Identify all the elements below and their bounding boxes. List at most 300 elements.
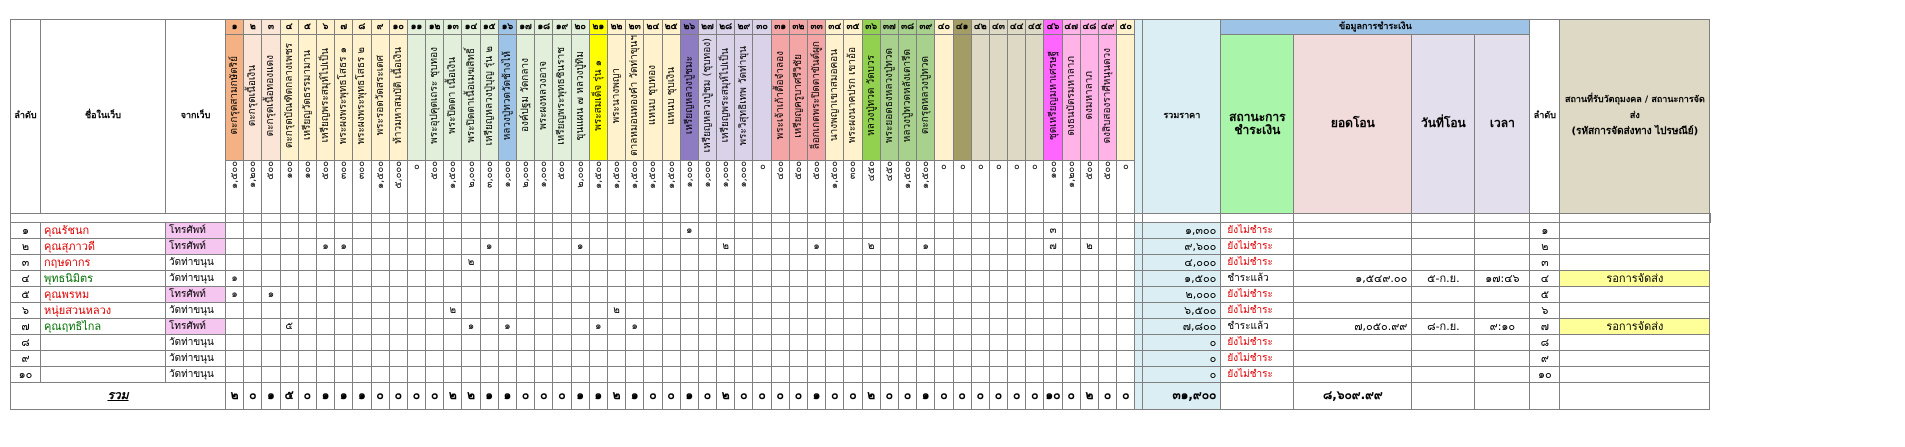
quantity-cell[interactable] — [753, 366, 771, 382]
quantity-cell[interactable] — [298, 286, 316, 302]
quantity-cell[interactable] — [426, 238, 444, 254]
quantity-cell[interactable] — [1080, 318, 1098, 334]
quantity-cell[interactable] — [517, 254, 535, 270]
quantity-cell[interactable] — [898, 334, 916, 350]
quantity-cell[interactable] — [971, 350, 989, 366]
quantity-cell[interactable] — [498, 334, 516, 350]
quantity-cell[interactable] — [862, 334, 880, 350]
quantity-cell[interactable] — [517, 366, 535, 382]
quantity-cell[interactable] — [517, 270, 535, 286]
quantity-cell[interactable] — [898, 238, 916, 254]
quantity-cell[interactable] — [316, 270, 334, 286]
quantity-cell[interactable] — [735, 302, 753, 318]
quantity-cell[interactable] — [262, 254, 280, 270]
quantity-cell[interactable] — [844, 270, 862, 286]
quantity-cell[interactable] — [498, 222, 516, 238]
quantity-cell[interactable] — [717, 334, 735, 350]
quantity-cell[interactable] — [826, 270, 844, 286]
quantity-cell[interactable] — [1080, 286, 1098, 302]
quantity-cell[interactable] — [917, 366, 935, 382]
quantity-cell[interactable] — [1099, 334, 1117, 350]
quantity-cell[interactable] — [953, 286, 971, 302]
quantity-cell[interactable] — [517, 222, 535, 238]
quantity-cell[interactable] — [717, 254, 735, 270]
quantity-cell[interactable] — [1008, 286, 1026, 302]
quantity-cell[interactable] — [462, 238, 480, 254]
transfer-amount[interactable] — [1294, 302, 1412, 318]
quantity-cell[interactable] — [517, 286, 535, 302]
quantity-cell[interactable] — [844, 302, 862, 318]
quantity-cell[interactable] — [626, 366, 644, 382]
quantity-cell[interactable] — [407, 302, 425, 318]
quantity-cell[interactable] — [262, 270, 280, 286]
quantity-cell[interactable] — [335, 350, 353, 366]
quantity-cell[interactable] — [498, 350, 516, 366]
quantity-cell[interactable] — [971, 222, 989, 238]
quantity-cell[interactable] — [371, 254, 389, 270]
quantity-cell[interactable] — [1117, 302, 1135, 318]
quantity-cell[interactable] — [262, 350, 280, 366]
quantity-cell[interactable] — [335, 270, 353, 286]
transfer-time[interactable] — [1475, 286, 1530, 302]
quantity-cell[interactable] — [571, 222, 589, 238]
quantity-cell[interactable]: ๒ — [717, 238, 735, 254]
quantity-cell[interactable] — [898, 254, 916, 270]
quantity-cell[interactable] — [898, 286, 916, 302]
quantity-cell[interactable] — [553, 238, 571, 254]
quantity-cell[interactable] — [626, 254, 644, 270]
quantity-cell[interactable] — [389, 334, 407, 350]
quantity-cell[interactable] — [935, 238, 953, 254]
quantity-cell[interactable] — [1026, 286, 1044, 302]
quantity-cell[interactable] — [771, 366, 789, 382]
payment-status[interactable]: ยังไม่ชำระ — [1221, 366, 1294, 382]
quantity-cell[interactable] — [589, 238, 607, 254]
quantity-cell[interactable] — [735, 334, 753, 350]
quantity-cell[interactable] — [1044, 318, 1062, 334]
transfer-time[interactable] — [1475, 334, 1530, 350]
quantity-cell[interactable] — [789, 350, 807, 366]
quantity-cell[interactable] — [589, 366, 607, 382]
quantity-cell[interactable] — [735, 286, 753, 302]
quantity-cell[interactable] — [480, 350, 498, 366]
quantity-cell[interactable]: ๒ — [1080, 238, 1098, 254]
quantity-cell[interactable] — [862, 222, 880, 238]
quantity-cell[interactable] — [262, 238, 280, 254]
quantity-cell[interactable] — [553, 318, 571, 334]
transfer-amount[interactable] — [1294, 334, 1412, 350]
quantity-cell[interactable] — [1080, 366, 1098, 382]
quantity-cell[interactable] — [626, 302, 644, 318]
quantity-cell[interactable] — [844, 222, 862, 238]
quantity-cell[interactable] — [644, 222, 662, 238]
quantity-cell[interactable] — [607, 254, 625, 270]
transfer-date[interactable] — [1412, 286, 1475, 302]
quantity-cell[interactable] — [753, 254, 771, 270]
quantity-cell[interactable] — [498, 302, 516, 318]
quantity-cell[interactable] — [407, 318, 425, 334]
delivery-status[interactable]: รอการจัดส่ง — [1560, 270, 1710, 286]
quantity-cell[interactable] — [571, 350, 589, 366]
quantity-cell[interactable] — [389, 270, 407, 286]
quantity-cell[interactable] — [771, 350, 789, 366]
quantity-cell[interactable] — [498, 270, 516, 286]
quantity-cell[interactable] — [698, 302, 716, 318]
quantity-cell[interactable] — [971, 366, 989, 382]
quantity-cell[interactable] — [808, 350, 826, 366]
transfer-amount[interactable] — [1294, 238, 1412, 254]
quantity-cell[interactable] — [589, 350, 607, 366]
quantity-cell[interactable] — [935, 286, 953, 302]
quantity-cell[interactable] — [662, 350, 680, 366]
quantity-cell[interactable] — [935, 350, 953, 366]
quantity-cell[interactable] — [971, 238, 989, 254]
quantity-cell[interactable] — [789, 270, 807, 286]
quantity-cell[interactable] — [717, 270, 735, 286]
quantity-cell[interactable] — [517, 238, 535, 254]
quantity-cell[interactable] — [1026, 254, 1044, 270]
quantity-cell[interactable] — [698, 270, 716, 286]
transfer-date[interactable] — [1412, 254, 1475, 270]
quantity-cell[interactable] — [1008, 350, 1026, 366]
quantity-cell[interactable] — [862, 254, 880, 270]
quantity-cell[interactable] — [717, 302, 735, 318]
quantity-cell[interactable] — [880, 350, 898, 366]
transfer-date[interactable]: ๕-ก.ย. — [1412, 270, 1475, 286]
quantity-cell[interactable] — [935, 302, 953, 318]
quantity-cell[interactable] — [1044, 286, 1062, 302]
quantity-cell[interactable] — [826, 302, 844, 318]
quantity-cell[interactable] — [662, 286, 680, 302]
quantity-cell[interactable] — [644, 318, 662, 334]
quantity-cell[interactable] — [244, 286, 262, 302]
quantity-cell[interactable] — [626, 222, 644, 238]
quantity-cell[interactable] — [280, 350, 298, 366]
quantity-cell[interactable]: ๑ — [335, 238, 353, 254]
quantity-cell[interactable] — [1117, 222, 1135, 238]
quantity-cell[interactable]: ๑ — [626, 318, 644, 334]
transfer-date[interactable]: ๘-ก.ย. — [1412, 318, 1475, 334]
transfer-time[interactable] — [1475, 302, 1530, 318]
quantity-cell[interactable] — [426, 302, 444, 318]
quantity-cell[interactable] — [989, 366, 1007, 382]
quantity-cell[interactable] — [444, 254, 462, 270]
quantity-cell[interactable]: ๑ — [498, 318, 516, 334]
quantity-cell[interactable] — [407, 286, 425, 302]
delivery-status[interactable] — [1560, 350, 1710, 366]
quantity-cell[interactable] — [898, 270, 916, 286]
quantity-cell[interactable] — [1062, 318, 1080, 334]
quantity-cell[interactable] — [316, 350, 334, 366]
quantity-cell[interactable] — [953, 334, 971, 350]
quantity-cell[interactable] — [571, 254, 589, 270]
quantity-cell[interactable] — [753, 286, 771, 302]
transfer-time[interactable]: ๑๗:๔๖ — [1475, 270, 1530, 286]
transfer-time[interactable] — [1475, 238, 1530, 254]
quantity-cell[interactable] — [698, 238, 716, 254]
quantity-cell[interactable] — [589, 222, 607, 238]
quantity-cell[interactable] — [771, 238, 789, 254]
delivery-status[interactable] — [1560, 302, 1710, 318]
quantity-cell[interactable] — [735, 318, 753, 334]
quantity-cell[interactable] — [244, 366, 262, 382]
quantity-cell[interactable] — [353, 286, 371, 302]
quantity-cell[interactable] — [644, 286, 662, 302]
quantity-cell[interactable] — [898, 318, 916, 334]
quantity-cell[interactable] — [644, 238, 662, 254]
quantity-cell[interactable] — [1008, 254, 1026, 270]
quantity-cell[interactable] — [571, 302, 589, 318]
transfer-amount[interactable] — [1294, 254, 1412, 270]
quantity-cell[interactable] — [407, 334, 425, 350]
quantity-cell[interactable] — [280, 270, 298, 286]
quantity-cell[interactable] — [335, 318, 353, 334]
quantity-cell[interactable]: ๑ — [571, 238, 589, 254]
quantity-cell[interactable] — [808, 366, 826, 382]
quantity-cell[interactable] — [735, 238, 753, 254]
quantity-cell[interactable] — [789, 238, 807, 254]
quantity-cell[interactable] — [480, 270, 498, 286]
quantity-cell[interactable] — [353, 270, 371, 286]
quantity-cell[interactable] — [644, 270, 662, 286]
quantity-cell[interactable] — [662, 254, 680, 270]
quantity-cell[interactable] — [280, 238, 298, 254]
quantity-cell[interactable] — [953, 302, 971, 318]
delivery-status[interactable] — [1560, 238, 1710, 254]
quantity-cell[interactable]: ๑ — [262, 286, 280, 302]
payment-status[interactable]: ยังไม่ชำระ — [1221, 238, 1294, 254]
quantity-cell[interactable] — [1099, 286, 1117, 302]
transfer-date[interactable] — [1412, 222, 1475, 238]
transfer-time[interactable]: ๙:๑๐ — [1475, 318, 1530, 334]
quantity-cell[interactable] — [735, 254, 753, 270]
quantity-cell[interactable] — [971, 318, 989, 334]
quantity-cell[interactable] — [353, 238, 371, 254]
quantity-cell[interactable] — [462, 334, 480, 350]
quantity-cell[interactable] — [1080, 334, 1098, 350]
quantity-cell[interactable] — [1117, 254, 1135, 270]
quantity-cell[interactable] — [880, 270, 898, 286]
transfer-amount[interactable]: ๗,๐๕๐.๙๙ — [1294, 318, 1412, 334]
quantity-cell[interactable] — [789, 302, 807, 318]
quantity-cell[interactable] — [626, 238, 644, 254]
quantity-cell[interactable] — [826, 350, 844, 366]
transfer-date[interactable] — [1412, 302, 1475, 318]
payment-status[interactable]: ยังไม่ชำระ — [1221, 302, 1294, 318]
quantity-cell[interactable] — [426, 222, 444, 238]
quantity-cell[interactable] — [407, 366, 425, 382]
quantity-cell[interactable] — [989, 254, 1007, 270]
quantity-cell[interactable] — [644, 366, 662, 382]
quantity-cell[interactable] — [1008, 318, 1026, 334]
quantity-cell[interactable] — [553, 286, 571, 302]
quantity-cell[interactable] — [589, 254, 607, 270]
quantity-cell[interactable] — [917, 286, 935, 302]
quantity-cell[interactable] — [1062, 334, 1080, 350]
quantity-cell[interactable] — [1080, 254, 1098, 270]
quantity-cell[interactable] — [698, 222, 716, 238]
quantity-cell[interactable] — [989, 302, 1007, 318]
quantity-cell[interactable] — [335, 302, 353, 318]
quantity-cell[interactable] — [680, 318, 698, 334]
quantity-cell[interactable] — [917, 254, 935, 270]
quantity-cell[interactable] — [880, 222, 898, 238]
quantity-cell[interactable] — [935, 366, 953, 382]
quantity-cell[interactable] — [517, 302, 535, 318]
quantity-cell[interactable] — [1099, 366, 1117, 382]
quantity-cell[interactable] — [808, 334, 826, 350]
quantity-cell[interactable] — [389, 366, 407, 382]
quantity-cell[interactable] — [917, 334, 935, 350]
quantity-cell[interactable] — [480, 222, 498, 238]
quantity-cell[interactable] — [426, 350, 444, 366]
quantity-cell[interactable] — [571, 318, 589, 334]
quantity-cell[interactable] — [298, 270, 316, 286]
quantity-cell[interactable] — [989, 286, 1007, 302]
quantity-cell[interactable] — [789, 366, 807, 382]
quantity-cell[interactable] — [371, 222, 389, 238]
quantity-cell[interactable] — [1099, 318, 1117, 334]
quantity-cell[interactable] — [880, 238, 898, 254]
quantity-cell[interactable] — [444, 286, 462, 302]
quantity-cell[interactable] — [298, 238, 316, 254]
quantity-cell[interactable] — [498, 366, 516, 382]
quantity-cell[interactable] — [989, 318, 1007, 334]
quantity-cell[interactable] — [1117, 286, 1135, 302]
quantity-cell[interactable] — [553, 350, 571, 366]
quantity-cell[interactable] — [753, 270, 771, 286]
quantity-cell[interactable] — [1099, 238, 1117, 254]
quantity-cell[interactable] — [407, 222, 425, 238]
quantity-cell[interactable] — [898, 350, 916, 366]
quantity-cell[interactable] — [880, 318, 898, 334]
quantity-cell[interactable] — [426, 254, 444, 270]
quantity-cell[interactable] — [880, 302, 898, 318]
quantity-cell[interactable] — [662, 270, 680, 286]
quantity-cell[interactable] — [480, 318, 498, 334]
quantity-cell[interactable] — [535, 350, 553, 366]
quantity-cell[interactable] — [607, 366, 625, 382]
quantity-cell[interactable] — [680, 254, 698, 270]
quantity-cell[interactable] — [426, 286, 444, 302]
quantity-cell[interactable] — [771, 286, 789, 302]
quantity-cell[interactable] — [880, 366, 898, 382]
quantity-cell[interactable] — [771, 254, 789, 270]
quantity-cell[interactable] — [607, 222, 625, 238]
quantity-cell[interactable] — [698, 318, 716, 334]
quantity-cell[interactable] — [1044, 254, 1062, 270]
delivery-status[interactable] — [1560, 286, 1710, 302]
quantity-cell[interactable] — [589, 302, 607, 318]
quantity-cell[interactable] — [753, 334, 771, 350]
transfer-amount[interactable] — [1294, 286, 1412, 302]
quantity-cell[interactable] — [880, 334, 898, 350]
quantity-cell[interactable] — [1044, 302, 1062, 318]
quantity-cell[interactable] — [389, 254, 407, 270]
quantity-cell[interactable] — [407, 238, 425, 254]
quantity-cell[interactable] — [626, 334, 644, 350]
quantity-cell[interactable] — [298, 222, 316, 238]
quantity-cell[interactable] — [626, 350, 644, 366]
quantity-cell[interactable] — [262, 302, 280, 318]
quantity-cell[interactable] — [444, 238, 462, 254]
quantity-cell[interactable] — [971, 254, 989, 270]
transfer-time[interactable] — [1475, 254, 1530, 270]
quantity-cell[interactable] — [480, 302, 498, 318]
quantity-cell[interactable] — [862, 366, 880, 382]
quantity-cell[interactable] — [1062, 302, 1080, 318]
quantity-cell[interactable] — [571, 334, 589, 350]
quantity-cell[interactable] — [535, 318, 553, 334]
quantity-cell[interactable] — [971, 286, 989, 302]
payment-status[interactable]: ชำระแล้ว — [1221, 270, 1294, 286]
quantity-cell[interactable] — [1099, 270, 1117, 286]
quantity-cell[interactable] — [316, 318, 334, 334]
quantity-cell[interactable] — [844, 238, 862, 254]
quantity-cell[interactable] — [971, 270, 989, 286]
quantity-cell[interactable] — [462, 222, 480, 238]
quantity-cell[interactable] — [353, 254, 371, 270]
quantity-cell[interactable] — [371, 270, 389, 286]
quantity-cell[interactable]: ๑ — [480, 238, 498, 254]
quantity-cell[interactable] — [698, 350, 716, 366]
quantity-cell[interactable] — [553, 222, 571, 238]
quantity-cell[interactable] — [808, 286, 826, 302]
quantity-cell[interactable] — [535, 334, 553, 350]
quantity-cell[interactable] — [1062, 270, 1080, 286]
quantity-cell[interactable] — [316, 334, 334, 350]
quantity-cell[interactable] — [662, 334, 680, 350]
quantity-cell[interactable] — [553, 302, 571, 318]
quantity-cell[interactable] — [771, 270, 789, 286]
quantity-cell[interactable] — [1008, 270, 1026, 286]
quantity-cell[interactable] — [589, 270, 607, 286]
quantity-cell[interactable] — [480, 254, 498, 270]
quantity-cell[interactable] — [1026, 366, 1044, 382]
quantity-cell[interactable] — [662, 302, 680, 318]
quantity-cell[interactable]: ๑ — [226, 270, 244, 286]
quantity-cell[interactable] — [680, 238, 698, 254]
quantity-cell[interactable] — [226, 238, 244, 254]
quantity-cell[interactable] — [862, 286, 880, 302]
quantity-cell[interactable] — [571, 270, 589, 286]
quantity-cell[interactable] — [826, 366, 844, 382]
quantity-cell[interactable] — [262, 222, 280, 238]
quantity-cell[interactable] — [444, 334, 462, 350]
quantity-cell[interactable] — [407, 270, 425, 286]
quantity-cell[interactable] — [607, 270, 625, 286]
quantity-cell[interactable] — [389, 222, 407, 238]
quantity-cell[interactable] — [644, 350, 662, 366]
quantity-cell[interactable] — [316, 302, 334, 318]
quantity-cell[interactable]: ๗ — [1044, 238, 1062, 254]
quantity-cell[interactable] — [1099, 302, 1117, 318]
payment-status[interactable]: ยังไม่ชำระ — [1221, 222, 1294, 238]
quantity-cell[interactable] — [808, 270, 826, 286]
quantity-cell[interactable] — [862, 318, 880, 334]
quantity-cell[interactable] — [244, 334, 262, 350]
quantity-cell[interactable] — [680, 270, 698, 286]
quantity-cell[interactable] — [298, 318, 316, 334]
quantity-cell[interactable] — [862, 302, 880, 318]
quantity-cell[interactable] — [1008, 302, 1026, 318]
quantity-cell[interactable] — [880, 286, 898, 302]
transfer-time[interactable] — [1475, 350, 1530, 366]
quantity-cell[interactable]: ๑ — [808, 238, 826, 254]
quantity-cell[interactable]: ๒ — [462, 254, 480, 270]
quantity-cell[interactable] — [444, 270, 462, 286]
payment-status[interactable]: ชำระแล้ว — [1221, 318, 1294, 334]
